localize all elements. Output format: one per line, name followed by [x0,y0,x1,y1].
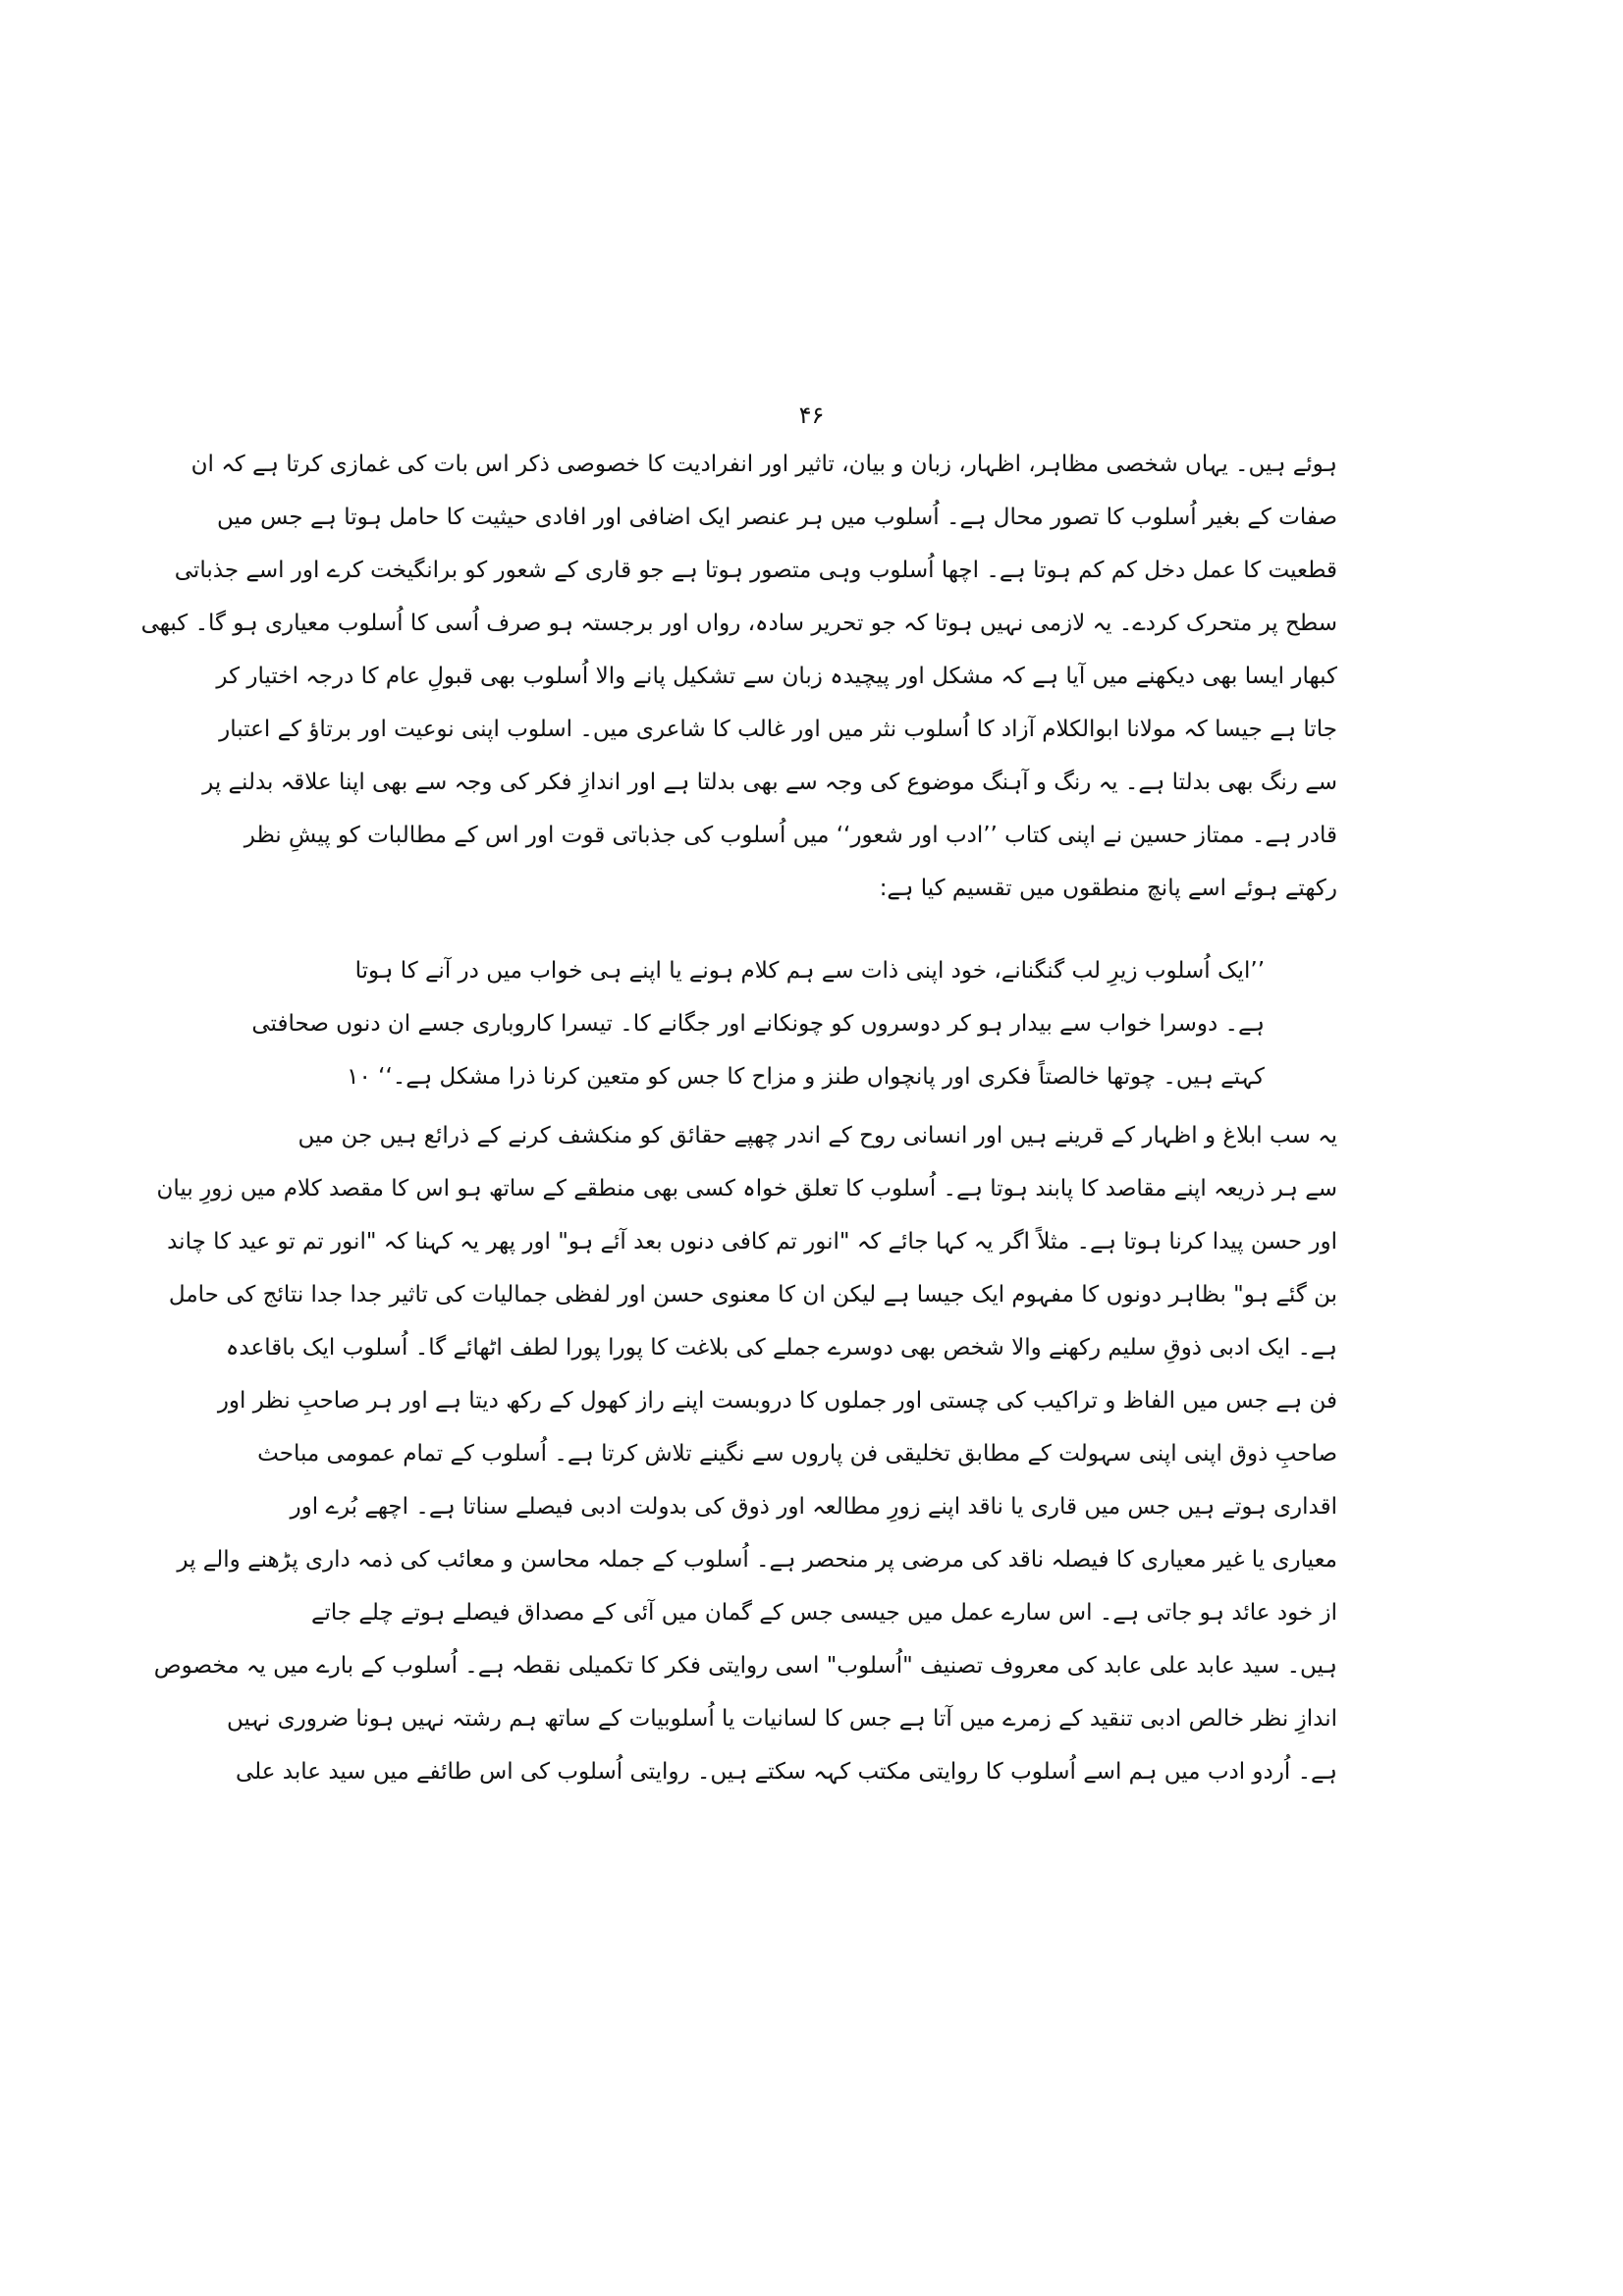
text-line: یہ سب ابلاغ و اظہار کے قرینے ہیں اور انسانی روح کے اندر چھپے حقائق کو منکشف کرنے کے ذرائع ہیں جن میں [298,1123,1337,1148]
text-line: بن گئے ہو" بظاہر دونوں کا مفہوم ایک جیسا ہے لیکن ان کا معنوی حسن اور لفظی جمالیات کی تاثیر جدا جدا نتائج کی حامل [168,1282,1337,1308]
text-line: ہوئے ہیں۔ یہاں شخصی مظاہر، اظہار، زبان و بیان، تاثیر اور انفرادیت کا خصوصی ذکر اس بات کی غمازی کرتا ہے کہ ان [190,452,1337,477]
text-line: قادر ہے۔ ممتاز حسین نے اپنی کتاب ’’ادب اور شعور‘‘ میں اُسلوب کی جذباتی قوت اور اس کے مطالبات کو پیشِ نظر [243,823,1337,848]
quote-line: کہتے ہیں۔ چوتھا خالصتاً فکری اور پانچواں طنز و مزاح کا جس کو متعین کرنا ذرا مشکل ہے۔‘‘ ۱۰ [347,1064,1265,1090]
text-line: از خود عائد ہو جاتی ہے۔ اس سارے عمل میں جیسی جس کے گمان میں آئی کے مصداق فیصلے ہوتے چلے جاتے [310,1600,1337,1626]
text-line: سطح پر متحرک کردے۔ یہ لازمی نہیں ہوتا کہ جو تحریر سادہ، رواں اور برجستہ ہو صرف اُسی کا اُسلوب معیاری ہو گا۔ کبھی [140,611,1337,636]
text-line: اور حسن پیدا کرنا ہوتا ہے۔ مثلاً اگر یہ کہا جائے کہ "انور تم کافی دنوں بعد آئے ہو" اور پھر یہ کہنا کہ "انور تم تو عید کا چاند [167,1229,1337,1255]
text-line: صفات کے بغیر اُسلوب کا تصور محال ہے۔ اُسلوب میں ہر عنصر ایک اضافی اور افادی حیثیت کا حامل ہوتا ہے جس میں [217,505,1337,530]
text-line: جاتا ہے جیسا کہ مولانا ابوالکلام آزاد کا اُسلوب نثر میں اور غالب کا شاعری میں۔ اسلوب اپنی نوعیت اور برتاؤ کے اعتبار [219,717,1337,742]
text-line: صاحبِ ذوق اپنی اپنی سہولت کے مطابق تخلیقی فن پاروں سے نگینے تلاش کرتا ہے۔ اُسلوب کے تمام عمومی مباحث [257,1441,1337,1467]
paragraph-2 [153,1109,1337,1798]
page-number: ۴۶ [798,401,825,429]
text-line: معیاری یا غیر معیاری کا فیصلہ ناقد کی مرضی پر منحصر ہے۔ اُسلوب کے جملہ محاسن و معائب کی ذمہ داری پڑھنے والے پر [177,1547,1337,1573]
text-line: کبھار ایسا بھی دیکھنے میں آیا ہے کہ مشکل اور پیچیدہ زبان سے تشکیل پانے والا اُسلوب بھی قبولِ عام کا درجہ اختیار کر [216,664,1337,689]
quote-line: ’’ایک اُسلوب زیرِ لب گنگنانے، خود اپنی ذات سے ہم کلام ہونے یا اپنے ہی خواب میں در آنے کا ہوتا [354,958,1265,984]
text-line: ہے۔ اُردو ادب میں ہم اسے اُسلوب کا روایتی مکتب کہہ سکتے ہیں۔ روایتی اُسلوب کی اس طائفے میں سید عابد علی [235,1759,1337,1785]
block-quote [251,944,1265,1103]
text-line: اقداری ہوتے ہیں جس میں قاری یا ناقد اپنے زورِ مطالعہ اور ذوق کی بدولت ادبی فیصلے سناتا ہے۔ اچھے بُرے اور [290,1494,1337,1520]
text-line: سے رنگ بھی بدلتا ہے۔ یہ رنگ و آہنگ موضوع کی وجہ سے بھی بدلتا ہے اور اندازِ فکر کی وجہ سے بھی اپنا علاقہ بدلنے پر [202,770,1337,795]
text-line: ہے۔ ایک ادبی ذوقِ سلیم رکھنے والا شخص بھی دوسرے جملے کی بلاغت کا پورا پورا لطف اٹھائے گا۔ اُسلوب ایک باقاعدہ [225,1335,1337,1361]
text-line: فن ہے جس میں الفاظ و تراکیب کی چستی اور جملوں کا دروبست اپنے راز کھول کے رکھ دیتا ہے اور ہر صاحبِ نظر اور [217,1388,1337,1414]
quote-line: ہے۔ دوسرا خواب سے بیدار ہو کر دوسروں کو چونکانے اور جگانے کا۔ تیسرا کاروباری جسے ان دنوں صحافتی [251,1011,1265,1037]
text-line: ہیں۔ سید عابد علی عابد کی معروف تصنیف "اُسلوب" اسی روایتی فکر کا تکمیلی نقطہ ہے۔ اُسلوب کے بارے میں یہ مخصوص [153,1653,1337,1679]
text-line: اندازِ نظر خالص ادبی تنقید کے زمرے میں آتا ہے جس کا لسانیات یا اُسلوبیات کے ساتھ ہم رشتہ نہیں ہونا ضروری نہیں [227,1706,1337,1732]
paragraph-1 [140,438,1337,915]
text-line: سے ہر ذریعہ اپنے مقاصد کا پابند ہوتا ہے۔ اُسلوب کا تعلق خواہ کسی بھی منطقے کے ساتھ ہو اس کا مقصد کلام میں زورِ بیان [156,1176,1337,1201]
text-line: قطعیت کا عمل دخل کم کم ہوتا ہے۔ اچھا اُسلوب وہی متصور ہوتا ہے جو قاری کے شعور کو برانگیخت کرے اور اسے جذباتی [174,558,1337,583]
text-line: رکھتے ہوئے اسے پانچ منطقوں میں تقسیم کیا ہے: [879,876,1337,901]
